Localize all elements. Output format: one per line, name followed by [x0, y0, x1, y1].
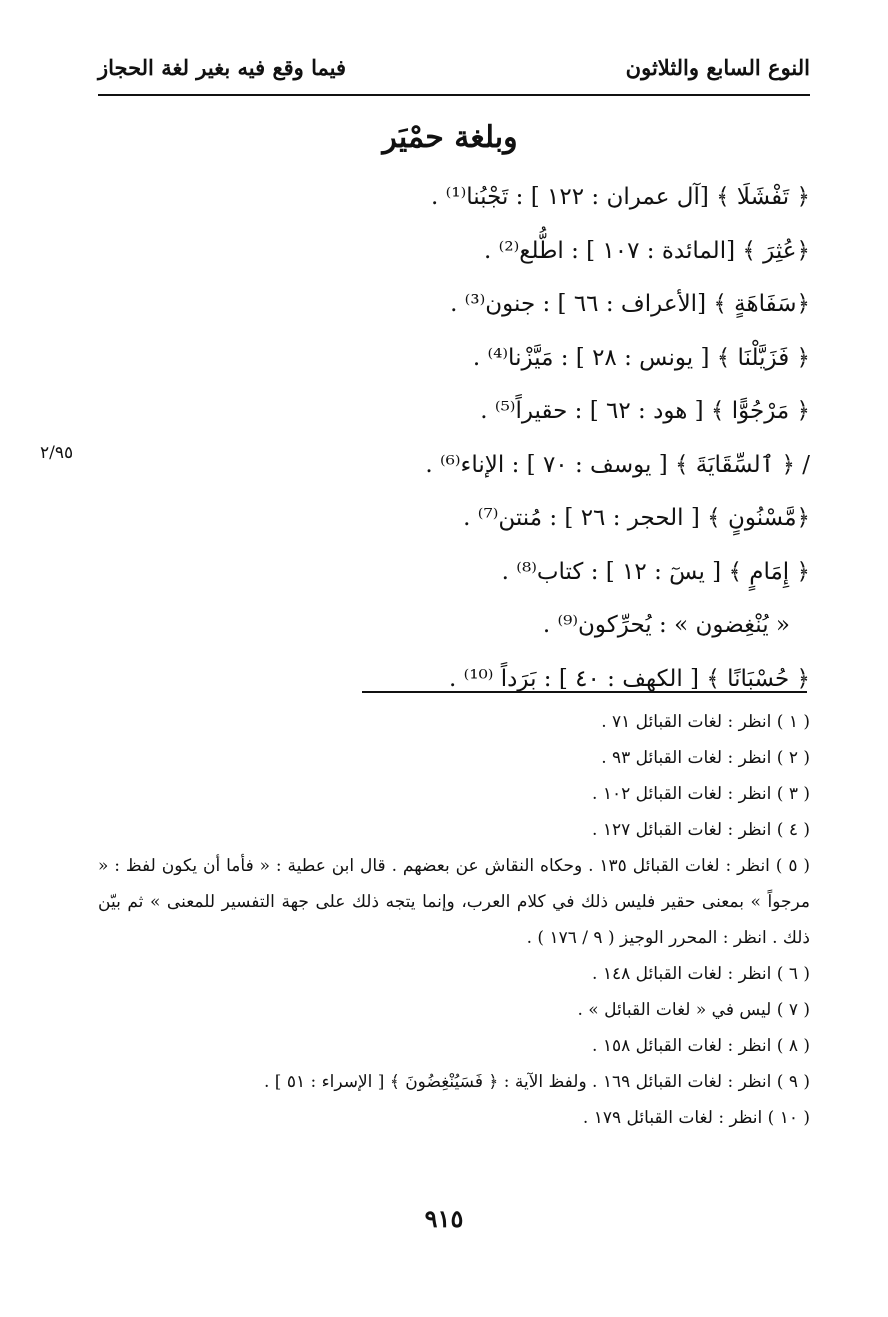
glossary-entry: ﴿ حُسْبَانًا ﴾ [ الكهف : ٤٠ ] : بَرَداً ⁽¹⁰⁾ .	[449, 665, 810, 692]
glossary-entry: ﴿عُثِرَ ﴾ [المائدة : ١٠٧ ] : اطُّلع⁽²⁾ .	[484, 237, 810, 264]
glossary-entry: ﴿مَّسْنُونٍ ﴾ [ الحجر : ٢٦ ] : مُنتن⁽⁷⁾ .	[463, 505, 810, 531]
footnote: ( ٨ ) انظر : لغات القبائل ١٥٨ .	[592, 1036, 810, 1056]
glossary-entry: ﴿ مَرْجُوًّا ﴾ [ هود : ٦٢ ] : حقيراً⁽⁵⁾ .	[480, 398, 810, 424]
footnote: ( ٣ ) انظر : لغات القبائل ١٠٢ .	[592, 784, 810, 804]
header-divider	[98, 94, 810, 96]
glossary-entry: « يُنْغِضون » : يُحرِّكون⁽⁹⁾ .	[542, 612, 790, 638]
glossary-entry: ﴿ تَفْشَلَا ﴾ [آل عمران : ١٢٢ ] : تَجْبُنا⁽¹⁾ .	[431, 184, 810, 210]
footnotes	[98, 704, 810, 1136]
section-title: وبلغة حمْيَر	[382, 120, 518, 155]
footnote: ( ٥ ) انظر : لغات القبائل ١٣٥ . وحكاه النقاش عن بعضهم . قال ابن عطية : « فأما أن يكون لفظ : « مرجواً » بمعنى حقير فليس ذلك في كلام العرب، وإنما يتجه ذلك على جهة التفسير للمعنى » ثم بيّن ذلك . انظر : المحرر الوجيز ( ٩ / ١٧٦ ) .	[98, 856, 810, 948]
footnote: ( ٦ ) انظر : لغات القبائل ١٤٨ .	[592, 964, 810, 984]
footnote: ( ٧ ) ليس في « لغات القبائل » .	[577, 1000, 810, 1020]
footnote: ( ٤ ) انظر : لغات القبائل ١٢٧ .	[592, 820, 810, 840]
chapter-title: النوع السابع والثلاثون	[625, 55, 810, 80]
manuscript-folio-note: ٢/٩٥	[40, 443, 74, 463]
footnote-divider	[362, 691, 807, 693]
footnote: ( ٢ ) انظر : لغات القبائل ٩٣ .	[601, 748, 810, 768]
glossary-entry: ﴿ فَزَيَّلْنَا ﴾ [ يونس : ٢٨ ] : مَيَّزْنا⁽⁴⁾ .	[472, 344, 810, 371]
glossary-entry: ﴿ إِمَامٍ ﴾ [ يسٓ : ١٢ ] : كتاب⁽⁸⁾ .	[501, 558, 810, 585]
footnote: ( ١٠ ) انظر : لغات القبائل ١٧٩ .	[582, 1108, 810, 1128]
running-header	[98, 55, 810, 89]
section-heading: فيما وقع فيه بغير لغة الحجاز	[98, 55, 347, 80]
page-number: ٩١٥	[424, 1204, 464, 1233]
footnote: ( ١ ) انظر : لغات القبائل ٧١ .	[601, 712, 810, 732]
footnote: ( ٩ ) انظر : لغات القبائل ١٦٩ . ولفظ الآية : ﴿ فَسَيُنْغِضُونَ ﴾ [ الإسراء : ٥١ ] .	[263, 1072, 810, 1092]
glossary-entry: ﴿سَفَاهَةٍ ﴾ [الأعراف : ٦٦ ] : جنون⁽³⁾ .	[450, 291, 810, 317]
glossary-entry: / ﴿ ٱلسِّقَايَةَ ﴾ [ يوسف : ٧٠ ] : الإناء⁽⁶⁾ .	[425, 451, 810, 478]
glossary-entries	[300, 175, 810, 710]
